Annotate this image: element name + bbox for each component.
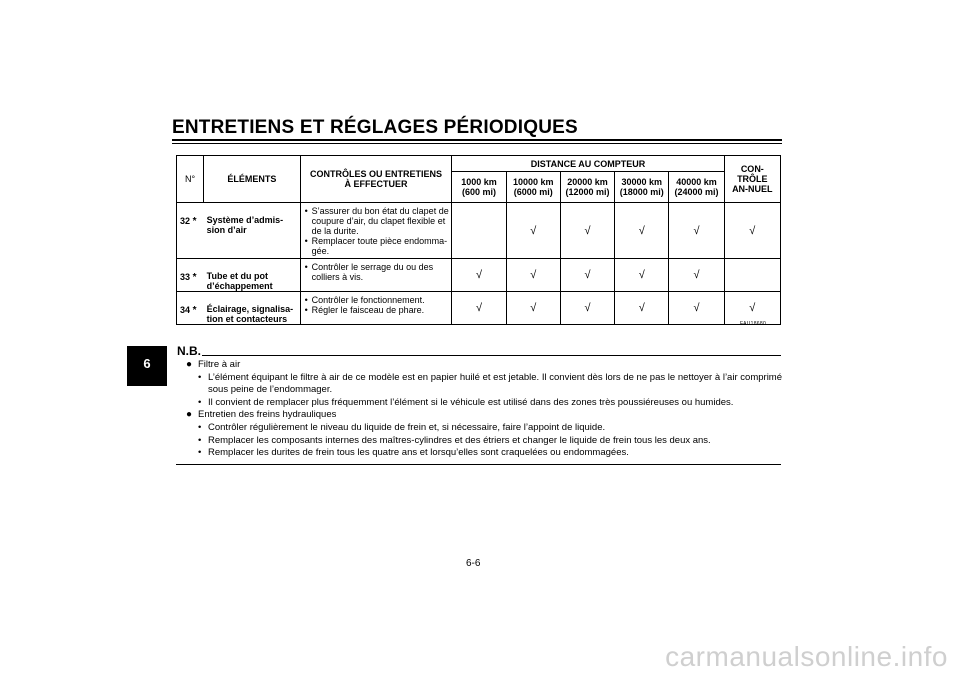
distance-km: 10000 km	[512, 177, 554, 187]
distance-mi: (18000 mi)	[619, 187, 664, 197]
distance-mi: (600 mi)	[461, 187, 496, 197]
col-header-distance: DISTANCE AU COMPTEUR	[452, 156, 724, 172]
note-subitem-text: Contrôler régulièrement le niveau du liquide de frein et, si nécessaire, faire l’appoint de liquide.	[208, 421, 606, 433]
check-mark	[452, 203, 506, 259]
distance-header	[615, 172, 669, 203]
check-item: • Contrôler le fonctionnement.	[305, 295, 450, 305]
check-mark: √	[615, 259, 669, 292]
maintenance-table	[176, 155, 781, 325]
col-header-num: N°	[177, 156, 204, 203]
check-mark: √	[724, 203, 780, 259]
check-mark: √	[560, 259, 614, 292]
row-number: 32	[177, 203, 193, 259]
note-end-rule	[176, 464, 781, 465]
check-mark: √	[506, 259, 560, 292]
table-row	[177, 259, 781, 292]
note-subitem-text: L’élément équipant le filtre à air de ce modèle est en papier huilé et est jetable. Il convient dès lors de ne pas le nettoyer à l’air comprimé sous peine de l’endommager.	[208, 371, 782, 396]
note-subitem-text: Il convient de remplacer plus fréquemment l’élément si le véhicule est utilisé dans des zones très poussiéreuses ou humides.	[208, 396, 734, 408]
bullet-icon: •	[198, 371, 202, 383]
note-item-title: Filtre à air	[198, 359, 241, 370]
distance-km: 1000 km	[461, 177, 497, 187]
distance-mi: (6000 mi)	[513, 187, 553, 197]
col-header-elements: ÉLÉMENTS	[204, 156, 300, 203]
check-item: • Remplacer toute pièce endomma-gée.	[305, 236, 450, 256]
page-number: 6-6	[466, 558, 481, 569]
bullet-icon: •	[198, 447, 202, 459]
check-mark: √	[506, 203, 560, 259]
note-subitem-text: Remplacer les durites de frein tous les quatre ans et lorsqu’elles sont craquelées ou endommagées.	[208, 447, 629, 459]
bullet-icon: •	[198, 396, 202, 408]
check-item: • Contrôler le serrage du ou des colliers à vis.	[305, 262, 450, 282]
watermark: carmanualsonline.info	[665, 641, 948, 672]
check-mark	[724, 259, 780, 292]
note-rule	[202, 355, 781, 356]
note-subitem-text: Remplacer les composants internes des maîtres-cylindres et des étriers et changer le liquide de frein tous les deux ans.	[208, 434, 711, 446]
row-asterisk: *	[193, 292, 204, 325]
page-title: ENTRETIENS ET RÉGLAGES PÉRIODIQUES	[172, 117, 578, 138]
check-mark: √	[506, 292, 560, 325]
chapter-tab: 6	[127, 346, 167, 386]
row-element: Tube et du pot d’échappement	[204, 259, 300, 292]
note-subitem	[186, 372, 782, 397]
note-subitem	[186, 447, 782, 460]
note-heading: N.B.	[177, 344, 201, 358]
note-item	[186, 409, 782, 422]
check-item: • Régler le faisceau de phare.	[305, 305, 450, 315]
check-mark: √	[724, 292, 780, 325]
bullet-icon: •	[198, 434, 202, 446]
note-subitem	[186, 397, 782, 410]
table-row	[177, 203, 781, 259]
bullet-icon: •	[198, 421, 202, 433]
table-row	[177, 292, 781, 325]
row-asterisk: *	[193, 203, 204, 259]
note-subitem	[186, 435, 782, 448]
check-mark: √	[669, 203, 724, 259]
distance-header	[669, 172, 724, 203]
note-item-title: Entretien des freins hydrauliques	[198, 409, 337, 421]
row-checks	[300, 259, 452, 292]
col-header-annual: CON-TRÔLE AN-NUEL	[724, 156, 780, 203]
check-mark: √	[615, 203, 669, 259]
row-element: Éclairage, signalisa-tion et contacteurs	[204, 292, 300, 325]
check-mark: √	[452, 259, 506, 292]
check-mark: √	[560, 292, 614, 325]
row-checks	[300, 203, 452, 259]
check-mark: √	[669, 259, 724, 292]
document-code: FAU18680	[740, 321, 767, 327]
check-mark: √	[669, 292, 724, 325]
check-item: • S’assurer du bon état du clapet de coupure d’air, du clapet flexible et de la durite.	[305, 206, 450, 236]
check-mark: √	[560, 203, 614, 259]
filled-circle-bullet-icon: ●	[186, 359, 193, 370]
filled-circle-bullet-icon: ●	[186, 409, 193, 421]
distance-km: 40000 km	[676, 177, 717, 187]
note-item	[186, 359, 782, 372]
check-mark: √	[452, 292, 506, 325]
distance-header	[560, 172, 614, 203]
note-subitem	[186, 422, 782, 435]
distance-header	[452, 172, 506, 203]
check-mark: √	[615, 292, 669, 325]
row-number: 34	[177, 292, 193, 325]
distance-mi: (24000 mi)	[674, 187, 719, 197]
title-rule-thin	[172, 143, 782, 144]
title-rule	[172, 139, 782, 141]
note-body	[186, 359, 782, 460]
row-element: Système d’admis-sion d’air	[204, 203, 300, 259]
distance-mi: (12000 mi)	[565, 187, 610, 197]
row-number: 33	[177, 259, 193, 292]
row-asterisk: *	[193, 259, 204, 292]
distance-header	[506, 172, 560, 203]
col-header-checks: CONTRÔLES OU ENTRETIENS À EFFECTUER	[300, 156, 452, 203]
distance-km: 30000 km	[621, 177, 662, 187]
distance-km: 20000 km	[567, 177, 608, 187]
row-checks	[300, 292, 452, 325]
